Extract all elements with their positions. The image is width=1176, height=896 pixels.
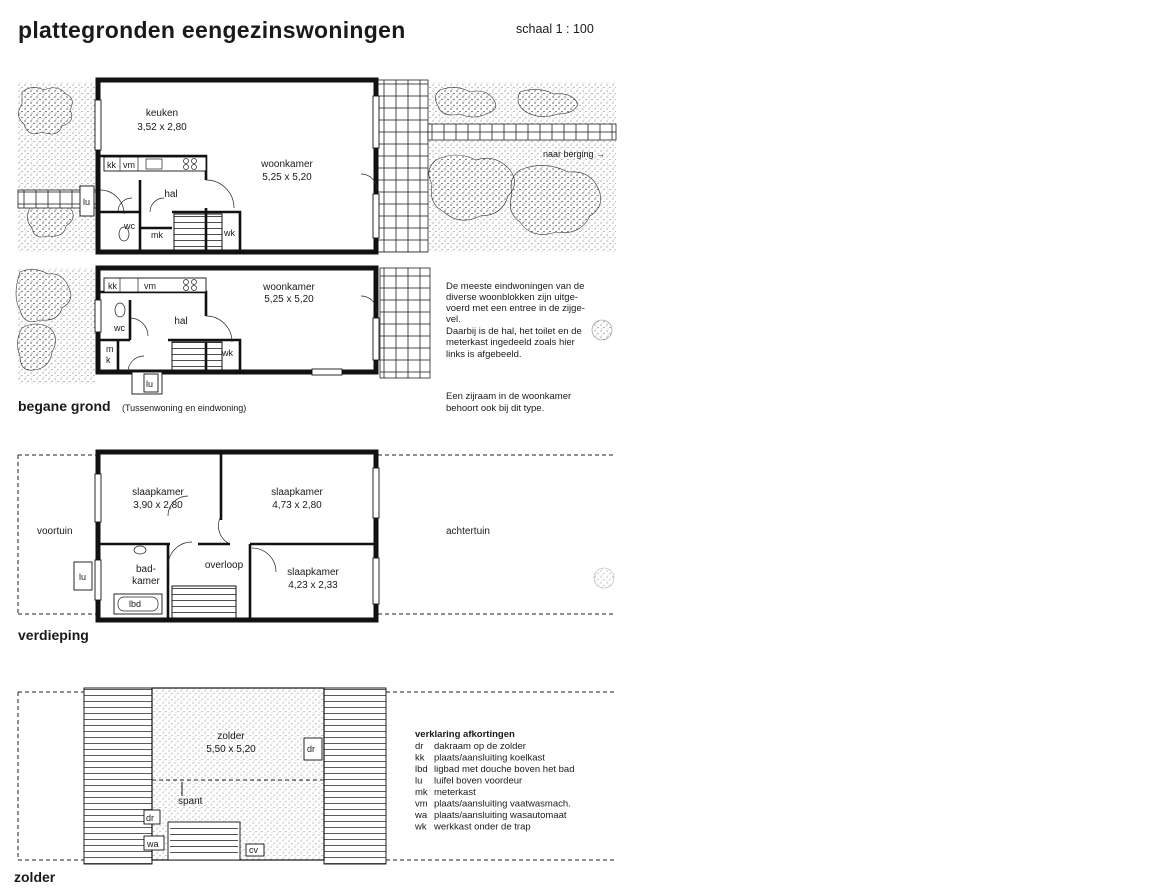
legend-title: verklaring afkortingen [415,729,515,740]
note-2-line-2: behoort ook bij dit type. [446,403,545,414]
attic-plan [18,688,616,864]
legend-abbr-wa: wa [415,810,428,821]
ground-a-rear-window-2 [373,194,379,238]
scale-label: schaal 1 : 100 [516,22,594,36]
legend-text-lbd: ligbad met douche boven het bad [434,764,575,775]
ground-floor-note-1 [446,281,585,360]
legend-abbr-dr: dr [415,741,424,752]
ground-floor-heading: begane grond [18,398,111,414]
achtertuin-label: achtertuin [446,526,490,537]
legend-abbr-vm: vm [415,798,428,810]
legend-text-kk: plaats/aansluiting koelkast [434,752,545,764]
note-1-line-1: De meeste eindwoningen van de [446,281,585,292]
legend-abbr-kk: kk [415,752,425,764]
front-garden-a [18,82,96,252]
legend-text-mk: meterkast [434,787,476,798]
ground-b-kk-label: kk [108,281,117,291]
ground-a-woonkamer-size: 5,25 x 5,20 [262,172,312,183]
legend-text-wk: werkkast onder de trap [434,821,531,833]
ground-a-woonkamer-label: woonkamer [261,159,313,170]
attic-wa-label: wa [147,839,159,849]
first-floor-lbd-label: lbd [129,599,142,609]
ground-a-keuken-label: keuken [145,108,179,119]
first-floor-slaapkamer-1-size: 3,90 x 2,80 [133,500,183,511]
front-garden-b [16,268,96,384]
legend-text-vm: plaats/aansluiting vaatwasmach. [434,798,571,810]
attic-zolder-label: zolder [217,731,245,742]
legend-text-lu: luifel boven voordeur [434,775,523,787]
ground-b-k-label: k [106,355,111,365]
note-1-line-7: links is afgebeeld. [446,349,522,360]
voortuin-label: voortuin [37,526,73,537]
attic-zolder-size: 5,50 x 5,20 [206,744,256,755]
page-title: plattegronden eengezinswoningen [18,17,406,43]
legend-abbr-mk: mk [415,787,428,798]
ground-b-m-label: m [106,344,114,354]
ground-a-wc-label: wc [124,221,135,231]
first-floor-slaapkamer-3-label: slaapkamer [287,567,339,578]
ground-floor-plan-a [18,80,616,252]
note-1-line-3: voerd met een entree in de zijge- [446,303,585,314]
ground-a-hal-label: hal [164,189,178,200]
note-1-line-4: vel. [446,314,461,325]
legend-text-wa: plaats/aansluiting wasautomaat [434,810,567,821]
first-floor-badkamer-label-2: kamer [132,576,160,587]
first-floor-heading: verdieping [18,627,89,643]
ground-b-hal-label: hal [174,316,188,327]
legend-abbr-lu: lu [415,775,423,787]
ground-a-front-window [95,100,101,150]
ground-a-rear-window-1 [373,96,379,148]
first-floor-slaapkamer-2-label: slaapkamer [271,487,323,498]
attic-spant-label: spant [178,796,203,807]
naar-berging-label: naar berging → [543,149,606,159]
note-1-line-5: Daarbij is de hal, het toilet en de [446,326,582,337]
ground-a-kk-label: kk [107,160,116,170]
ground-b-wc-label: wc [114,323,125,333]
attic-dr-label-1: dr [307,744,316,754]
ground-b-woonkamer-size: 5,25 x 5,20 [264,294,314,305]
note-2-line-1: Een zijraam in de woonkamer [446,391,572,402]
first-floor-overloop-label: overloop [204,560,244,571]
first-floor-stairs [172,586,236,618]
ground-floor-subheading: (Tussenwoning en eindwoning) [122,403,247,413]
first-floor-slaapkamer-1-label: slaapkamer [132,487,184,498]
ground-a-keuken-size: 3,52 x 2,80 [137,122,187,133]
ground-a-lu-label: lu [83,197,91,207]
first-floor-slaapkamer-2-size: 4,73 x 2,80 [272,500,322,511]
ground-floor-note-2 [446,391,571,414]
ground-b-lu-label: lu [146,379,154,389]
ground-a-stairs [174,214,222,250]
ground-b-wk-label: wk [222,348,233,358]
ground-b-vm-label: vm [144,281,156,291]
first-floor-plan [18,452,616,620]
first-floor-lu-label: lu [79,572,87,582]
ground-a-mk-label: mk [151,230,163,240]
ground-a-wk-label: wk [224,228,235,238]
ground-a-vm-label: vm [123,160,135,170]
legend-text-dr: dakraam op de zolder [434,741,526,752]
abbreviation-legend [414,729,575,833]
ground-b-woonkamer-label: woonkamer [263,282,315,293]
attic-heading: zolder [14,869,56,885]
note-1-line-6: meterkast ingedeeld zoals hier [446,337,575,348]
back-garden-a [378,80,616,252]
first-floor-slaapkamer-3-size: 4,23 x 2,33 [288,580,338,591]
attic-dr-label-2: dr [146,813,155,823]
legend-abbr-wk: wk [415,821,427,833]
note-1-line-2: diverse woonblokken zijn uitge- [446,292,579,303]
legend-abbr-lbd: lbd [415,764,428,775]
attic-cv-label: cv [249,845,258,855]
first-floor-badkamer-label-1: bad- [135,564,157,575]
